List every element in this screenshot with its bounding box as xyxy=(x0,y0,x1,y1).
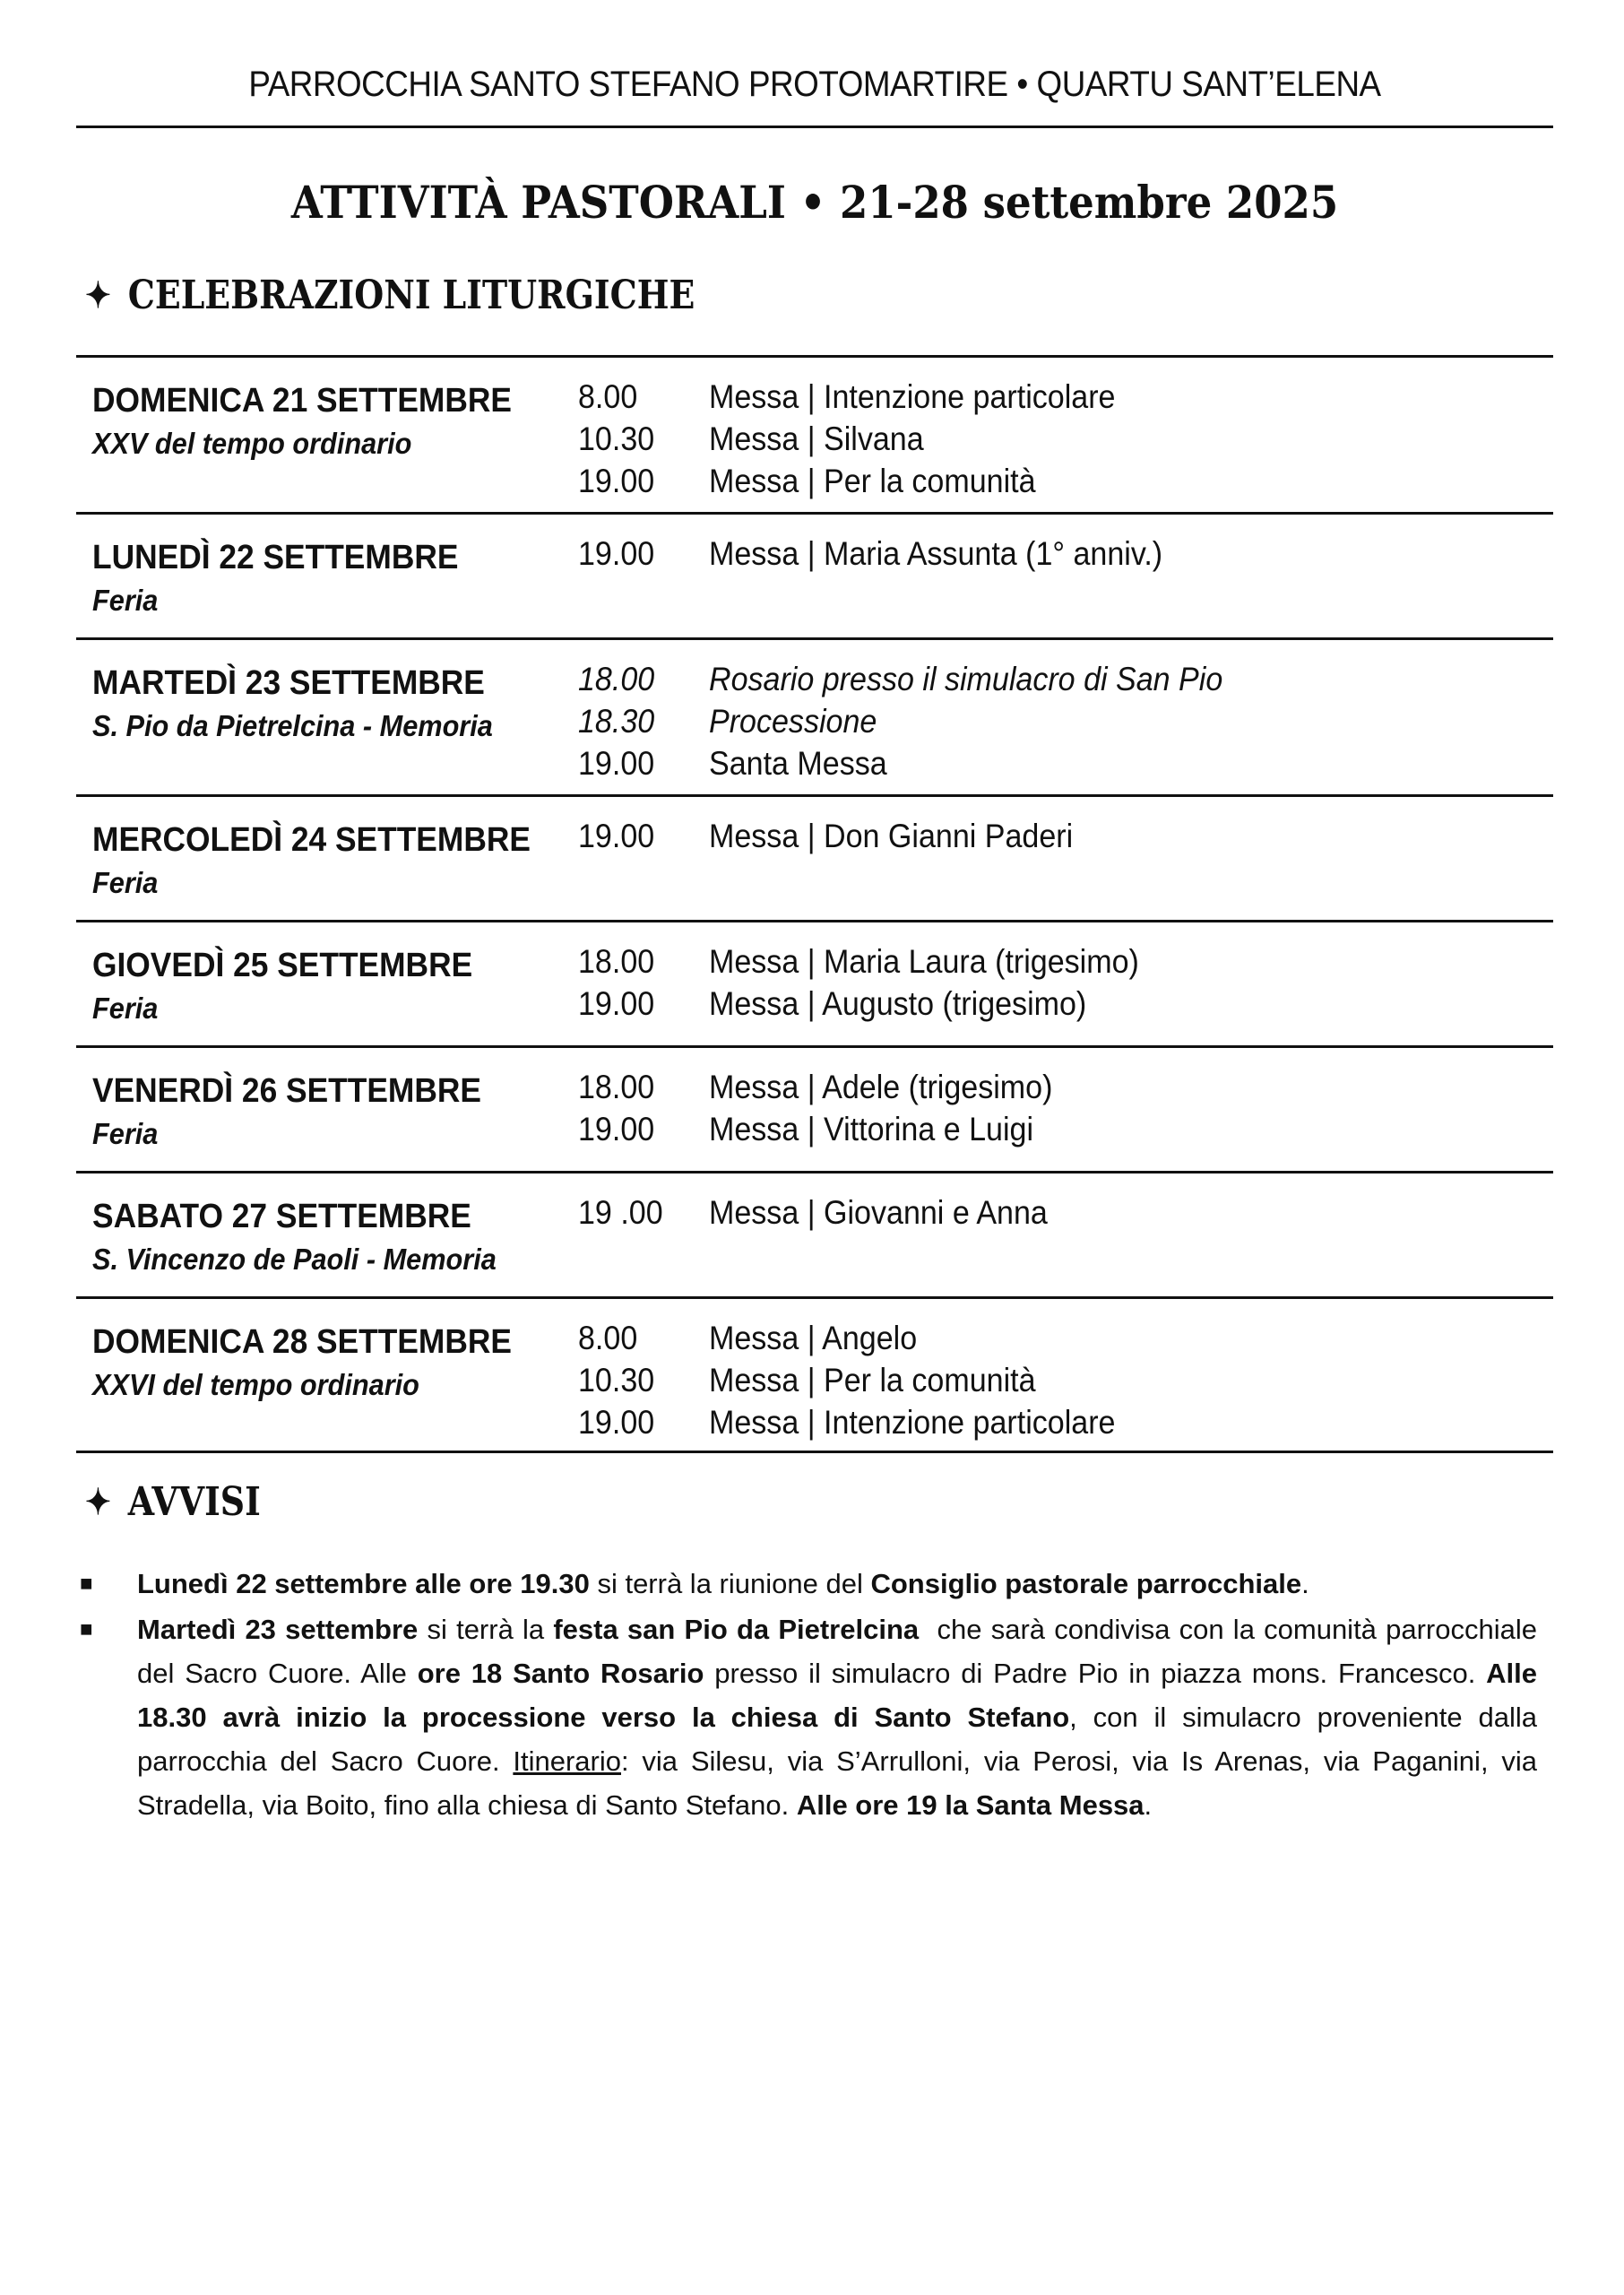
notice-text-segment: festa san Pio da Pietrelcina xyxy=(553,1614,920,1645)
event-description: Messa | Per la comunità xyxy=(709,463,1036,499)
event-time: 19.00 xyxy=(578,818,655,854)
event-description: Messa | Adele (trigesimo) xyxy=(709,1069,1053,1105)
event-description: Messa | Intenzione particolare xyxy=(709,1404,1116,1441)
schedule-day-row xyxy=(76,1171,1553,1296)
event-item xyxy=(578,1359,1151,1401)
event-item xyxy=(578,376,1151,418)
event-item xyxy=(578,533,1202,575)
event-description: Processione xyxy=(709,703,877,740)
notice-text-segment: Alle ore 19 la Santa Messa xyxy=(796,1789,1145,1821)
event-description: Rosario presso il simulacro di San Pio xyxy=(709,661,1223,697)
event-list xyxy=(578,1173,1077,1296)
liturgical-day-subtitle: S. Vincenzo de Paoli - Memoria xyxy=(92,1243,497,1276)
event-item xyxy=(578,658,1267,700)
event-time: 10.30 xyxy=(578,1362,655,1399)
event-item xyxy=(578,460,1151,502)
event-list xyxy=(578,358,1151,512)
day-name: LUNEDÌ 22 SETTEMBRE xyxy=(92,539,459,576)
schedule-day-row xyxy=(76,920,1553,1045)
notice-text-segment: Alle 18.30 avrà inizio la processione verso la chiesa di Santo Stefano xyxy=(137,1658,1545,1733)
event-description: Messa | Vittorina e Luigi xyxy=(709,1111,1034,1148)
event-time: 18.00 xyxy=(578,1069,655,1105)
section-title: AVVISI xyxy=(127,1479,261,1525)
event-time: 19.00 xyxy=(578,535,655,572)
event-time: 19.00 xyxy=(578,463,655,499)
liturgical-day-subtitle: Feria xyxy=(92,1117,159,1150)
notice-item xyxy=(76,1607,1553,1827)
notice-text-segment: : via Silesu, via S’Arrulloni, via Perosi, via Is Arenas, via Paganini, via Stradella, via Boito, fino alla chiesa di Santo Stefano. xyxy=(137,1745,1545,1821)
day-name: MARTEDÌ 23 SETTEMBRE xyxy=(92,664,485,702)
notice-text-segment: Martedì 23 settembre xyxy=(137,1614,419,1645)
schedule-day-row xyxy=(76,794,1553,920)
section-heading-celebrazioni xyxy=(85,273,695,318)
four-point-star-icon: ✦ xyxy=(85,274,111,316)
day-info xyxy=(76,1048,578,1171)
notice-text-segment: si terrà la riunione del xyxy=(589,1568,871,1599)
liturgical-day-subtitle: S. Pio da Pietrelcina - Memoria xyxy=(92,709,493,742)
event-time: 19.00 xyxy=(578,1404,655,1441)
event-description: Messa | Don Gianni Paderi xyxy=(709,818,1074,854)
event-time: 19.00 xyxy=(578,745,655,782)
liturgical-day-subtitle: XXVI del tempo ordinario xyxy=(92,1368,419,1401)
notice-item xyxy=(76,1562,1553,1606)
event-list xyxy=(578,515,1202,637)
day-info xyxy=(76,922,578,1045)
event-list xyxy=(578,1048,1083,1171)
event-description: Messa | Giovanni e Anna xyxy=(709,1194,1048,1231)
event-item xyxy=(578,1108,1083,1150)
event-list xyxy=(578,1299,1151,1451)
notice-text-segment: si terrà la xyxy=(418,1614,554,1645)
event-description: Messa | Angelo xyxy=(709,1320,918,1356)
event-time: 10.30 xyxy=(578,420,655,457)
event-item xyxy=(578,1191,1077,1234)
parish-header: PARROCCHIA SANTO STEFANO PROTOMARTIRE • QUARTU SANT’ELENA xyxy=(248,65,1381,104)
notice-text-segment: presso il simulacro di Padre Pio in piazza mons. Francesco. xyxy=(704,1658,1487,1689)
event-item xyxy=(578,1317,1151,1359)
event-item xyxy=(578,700,1267,742)
event-time: 18.30 xyxy=(578,703,655,740)
page-title: ATTIVITÀ PASTORALI • 21-28 settembre 2025 xyxy=(290,176,1339,229)
event-time: 19.00 xyxy=(578,1111,655,1148)
notice-text-segment: Itinerario xyxy=(513,1745,621,1777)
section-title: CELEBRAZIONI LITURGICHE xyxy=(127,273,695,318)
schedule-day-row xyxy=(76,1045,1553,1171)
day-name: DOMENICA 28 SETTEMBRE xyxy=(92,1323,512,1361)
event-description: Messa | Maria Laura (trigesimo) xyxy=(709,943,1139,980)
event-time: 18.00 xyxy=(578,661,655,697)
event-time: 19.00 xyxy=(578,985,655,1022)
liturgical-day-subtitle: Feria xyxy=(92,866,159,899)
event-list xyxy=(578,640,1267,794)
notice-text-segment: Lunedì 22 settembre alle ore 19.30 xyxy=(137,1568,590,1599)
event-description: Messa | Maria Assunta (1° anniv.) xyxy=(709,535,1163,572)
notice-text-segment: che sarà condivisa con la comunità parrocchiale del Sacro Cuore. Alle xyxy=(137,1614,1545,1689)
day-info xyxy=(76,1173,578,1296)
notice-text-segment: . xyxy=(1144,1789,1153,1821)
event-description: Messa | Intenzione particolare xyxy=(709,378,1116,415)
event-item xyxy=(578,815,1105,857)
liturgical-day-subtitle: Feria xyxy=(92,584,159,617)
day-info xyxy=(76,797,578,920)
notices-list xyxy=(76,1562,1553,1829)
event-description: Messa | Silvana xyxy=(709,420,924,457)
day-info xyxy=(76,358,578,512)
day-name: SABATO 27 SETTEMBRE xyxy=(92,1198,471,1235)
event-item xyxy=(578,1401,1151,1443)
event-time: 18.00 xyxy=(578,943,655,980)
liturgical-day-subtitle: XXV del tempo ordinario xyxy=(92,427,412,460)
day-name: MERCOLEDÌ 24 SETTEMBRE xyxy=(92,821,531,859)
notice-text-segment: , con il simulacro proveniente dalla parrocchia del Sacro Cuore. xyxy=(137,1702,1545,1777)
event-time: 8.00 xyxy=(578,378,638,415)
notice-text-segment: ore 18 Santo Rosario xyxy=(417,1658,704,1689)
schedule-day-row xyxy=(76,637,1553,794)
four-point-star-icon: ✦ xyxy=(85,1481,111,1523)
event-description: Messa | Per la comunità xyxy=(709,1362,1036,1399)
event-list xyxy=(578,797,1105,920)
event-item xyxy=(578,940,1177,983)
day-name: VENERDÌ 26 SETTEMBRE xyxy=(92,1072,481,1110)
day-info xyxy=(76,1299,578,1451)
day-info xyxy=(76,515,578,637)
liturgical-schedule-table xyxy=(76,355,1553,1453)
day-name: DOMENICA 21 SETTEMBRE xyxy=(92,382,512,420)
notice-text-segment: . xyxy=(1301,1568,1309,1599)
day-info xyxy=(76,640,578,794)
square-bullet-icon: ■ xyxy=(80,1572,93,1596)
day-name: GIOVEDÌ 25 SETTEMBRE xyxy=(92,947,473,984)
notice-text-segment: Consiglio pastorale parrocchiale xyxy=(870,1568,1302,1599)
event-item xyxy=(578,1066,1083,1108)
liturgical-day-subtitle: Feria xyxy=(92,992,159,1025)
event-description: Santa Messa xyxy=(709,745,887,782)
event-item xyxy=(578,742,1267,784)
header-divider xyxy=(76,126,1553,128)
schedule-day-row xyxy=(76,512,1553,637)
schedule-day-row xyxy=(76,1296,1553,1453)
schedule-day-row xyxy=(76,355,1553,512)
event-list xyxy=(578,922,1177,1045)
section-heading-avvisi xyxy=(85,1479,261,1525)
event-time: 19 .00 xyxy=(578,1194,663,1231)
event-description: Messa | Augusto (trigesimo) xyxy=(709,985,1087,1022)
event-item xyxy=(578,418,1151,460)
event-time: 8.00 xyxy=(578,1320,638,1356)
notice-text xyxy=(137,1607,1545,1827)
square-bullet-icon: ■ xyxy=(80,1617,93,1641)
notice-text xyxy=(137,1562,1537,1606)
event-item xyxy=(578,983,1177,1025)
